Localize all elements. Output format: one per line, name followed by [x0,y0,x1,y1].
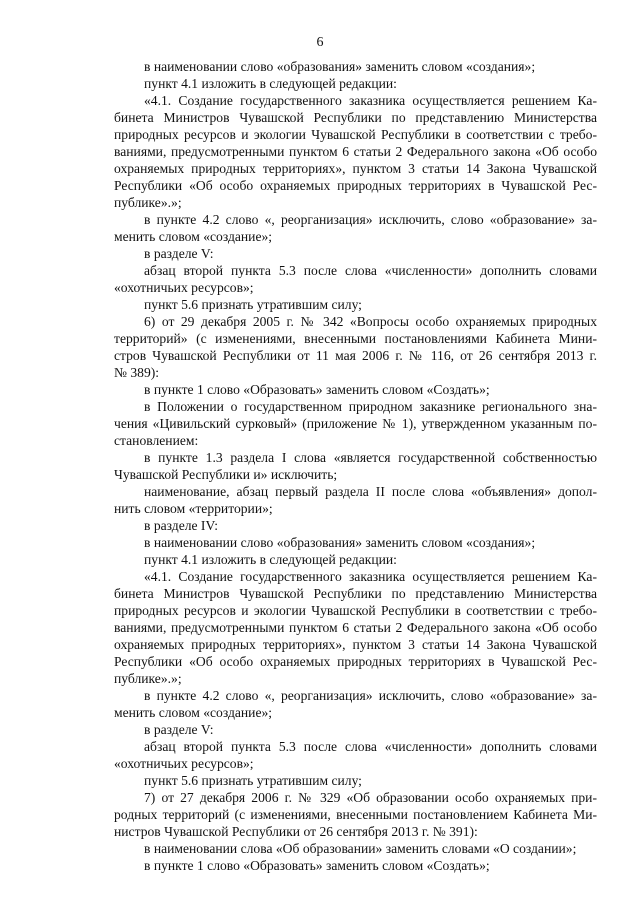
text-line: стров Чувашской Республики от 11 мая 2006 г. № 116, от 26 сентября 2013 г. [114,348,597,363]
text-line: менить словом «создание»; [114,705,273,720]
text-line: в пункте 1 слово «Образовать» заменить словом «Создать»; [144,382,490,397]
text-line: «охотничьих ресурсов»; [114,280,254,295]
text-line: в пункте 1 слово «Образовать» заменить словом «Создать»; [144,858,490,873]
text-line: территорий» (с изменениями, внесенными постановлениями Кабинета Мини- [114,331,597,346]
text-line: 6) от 29 декабря 2005 г. № 342 «Вопросы особо охраняемых природных [144,314,597,329]
text-line: бинета Министров Чувашской Республики по представлению Министерства [114,586,597,601]
document-text-body [114,58,597,874]
text-line: в пункте 1.3 раздела I слова «является государственной собственностью [144,450,597,465]
text-line: в наименовании слово «образования» заменить словом «создания»; [144,59,536,74]
text-line: 7) от 27 декабря 2006 г. № 329 «Об образовании особо охраняемых при- [144,790,597,805]
text-line: в пункте 4.2 слово «, реорганизация» исключить, слово «образование» за- [144,212,597,227]
text-line: нистров Чувашской Республики от 26 сентября 2013 г. № 391): [114,824,478,839]
text-line: ваниями, предусмотренными пунктом 6 статьи 2 Федерального закона «Об особо [114,144,597,159]
text-line: ваниями, предусмотренными пунктом 6 статьи 2 Федерального закона «Об особо [114,620,597,635]
text-line: менить словом «создание»; [114,229,273,244]
text-line: в разделе V: [144,246,214,261]
text-line: пункт 4.1 изложить в следующей редакции: [144,552,397,567]
text-line: родных территорий (с изменениями, внесенными постановлением Кабинета Ми- [114,807,597,822]
text-line: пункт 5.6 признать утратившим силу; [144,297,362,312]
page-number: 6 [316,35,324,50]
text-line: абзац второй пункта 5.3 после слова «численности» дополнить словами [144,739,597,754]
text-line: «4.1. Создание государственного заказника осуществляется решением Ка- [144,93,597,108]
text-line: наименование, абзац первый раздела II после слова «объявления» допол- [144,484,597,499]
text-line: нить словом «территории»; [114,501,273,516]
text-line: охраняемых природных территориях», пунктом 3 статьи 14 Закона Чувашской [114,637,597,652]
text-line: в разделе V: [144,722,214,737]
text-line: бинета Министров Чувашской Республики по представлению Министерства [114,110,597,125]
text-line: публике».»; [114,195,182,210]
text-line: становлением: [114,433,199,448]
text-line: в наименовании слова «Об образовании» заменить словами «О создании»; [144,841,577,856]
text-line: Республики «Об особо охраняемых природных территориях в Чувашской Рес- [114,654,597,669]
text-line: Республики «Об особо охраняемых природных территориях в Чувашской Рес- [114,178,597,193]
text-line: № 389): [114,365,160,380]
text-line: чения «Цивильский сурковый» (приложение № 1), утвержденном указанным по- [114,416,597,431]
text-line: пункт 5.6 признать утратившим силу; [144,773,362,788]
text-line: «4.1. Создание государственного заказника осуществляется решением Ка- [144,569,597,584]
text-line: охраняемых природных территориях», пунктом 3 статьи 14 Закона Чувашской [114,161,597,176]
text-line: в разделе IV: [144,518,219,533]
text-line: пункт 4.1 изложить в следующей редакции: [144,76,397,91]
text-line: природных ресурсов и экологии Чувашской Республики в соответствии с требо- [114,127,597,142]
text-line: в пункте 4.2 слово «, реорганизация» исключить, слово «образование» за- [144,688,597,703]
text-line: в Положении о государственном природном заказнике регионального зна- [144,399,597,414]
text-line: «охотничьих ресурсов»; [114,756,254,771]
text-line: публике».»; [114,671,182,686]
text-line: Чувашской Республики и» исключить; [114,467,338,482]
text-line: абзац второй пункта 5.3 после слова «численности» дополнить словами [144,263,597,278]
text-line: в наименовании слово «образования» заменить словом «создания»; [144,535,536,550]
text-line: природных ресурсов и экологии Чувашской Республики в соответствии с требо- [114,603,597,618]
